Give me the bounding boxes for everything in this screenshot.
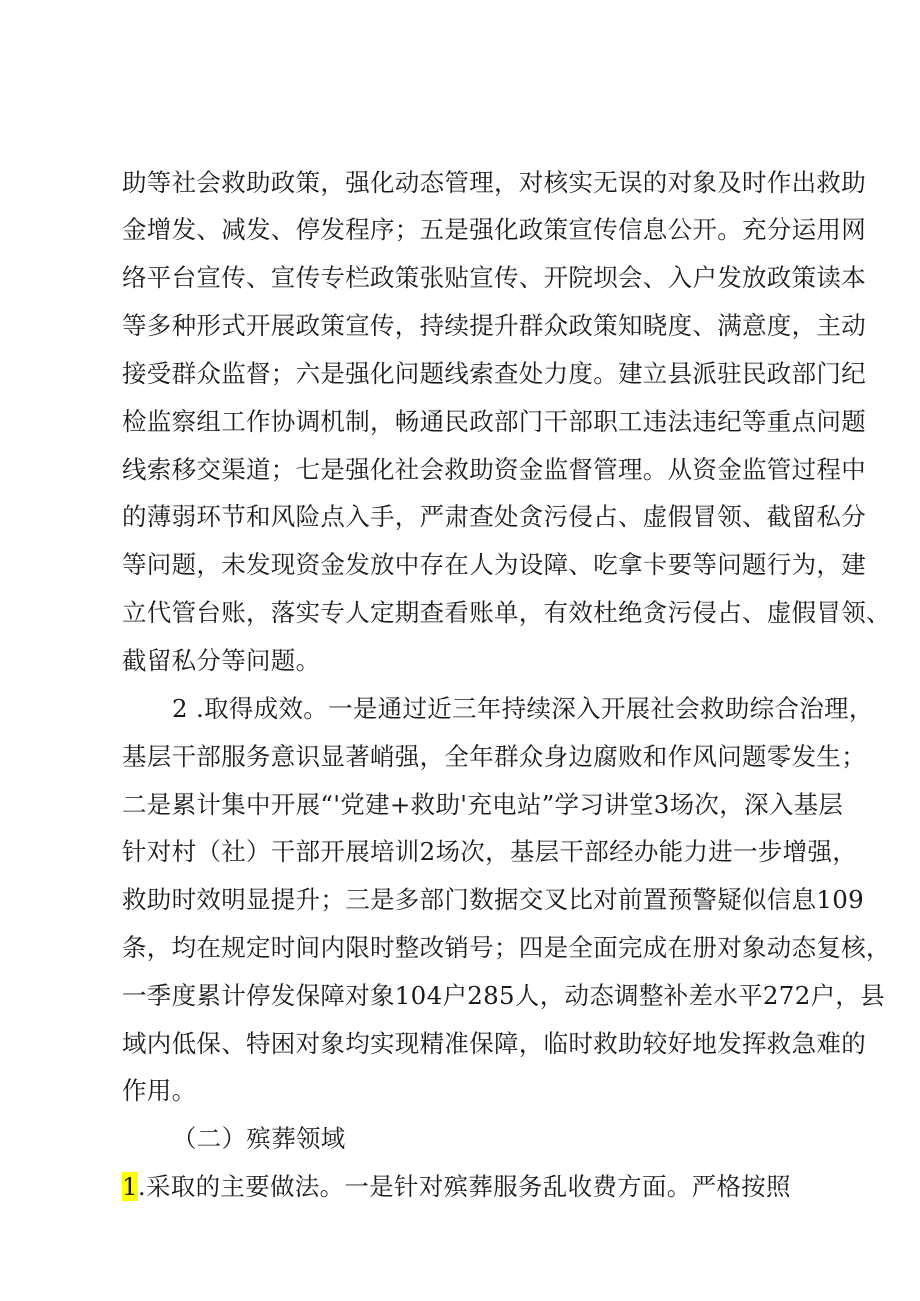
body-text-line: 线索移交渠道；七是强化社会救助资金监督管理。从资金监管过程中 bbox=[122, 455, 866, 484]
body-text-line: 救助时效明显提升；三是多部门数据交叉比对前置预警疑似信息109 bbox=[122, 885, 865, 914]
body-text-line bbox=[122, 1168, 812, 1206]
body-text-line: 络平台宣传、宣传专栏政策张贴宣传、开院坝会、入户发放政策读本 bbox=[122, 263, 866, 292]
body-text-line: 二是累计集中开展“'党建+救助'充电站”学习讲堂3场次，深入基层 bbox=[122, 790, 844, 819]
body-text-line: 一季度累计停发保障对象104户285人，动态调整补差水平272户，县 bbox=[122, 981, 885, 1010]
body-text-line: 立代管台账，落实专人定期查看账单，有效杜绝贪污侵占、虚假冒领、 bbox=[122, 598, 891, 627]
body-text-span: .采取的主要做法。一是针对殡葬服务乱收费方面。严格按照 bbox=[137, 1172, 791, 1201]
body-text-line: 作用。 bbox=[122, 1076, 197, 1105]
body-text-line: 基层干部服务意识显著峭强，全年群众身边腐败和作风问题零发生； bbox=[122, 742, 866, 771]
body-text-line: 2 .取得成效。一是通过近三年持续深入开展社会救助综合治理， bbox=[172, 694, 874, 723]
body-text-line: 针对村（社）干部开展培训2场次，基层干部经办能力进一步增强， bbox=[122, 837, 858, 866]
body-text-line: 条，均在规定时间内限时整改销号；四是全面完成在册对象动态复核， bbox=[122, 933, 891, 962]
highlighted-number: 1 bbox=[122, 1172, 138, 1201]
body-text-line: 接受群众监督；六是强化问题线索查处力度。建立县派驻民政部门纪 bbox=[122, 359, 866, 388]
body-text-line: 金增发、减发、停发程序；五是强化政策宣传信息公开。充分运用网 bbox=[122, 215, 866, 244]
body-text-line: 截留私分等问题。 bbox=[122, 646, 321, 675]
section-heading: （二）殡葬领域 bbox=[172, 1124, 346, 1153]
body-text-line: 助等社会救助政策，强化动态管理，对核实无误的对象及时作出救助 bbox=[122, 168, 866, 197]
body-text-line: 的薄弱环节和风险点入手，严肃查处贪污侵占、虚假冒领、截留私分 bbox=[122, 502, 866, 531]
body-text-line: 检监察组工作协调机制，畅通民政部门干部职工违法违纪等重点问题 bbox=[122, 407, 866, 436]
body-text-line: 域内低保、特困对象均实现精准保障，临时救助较好地发挥救急难的 bbox=[122, 1029, 866, 1058]
body-text-line: 等问题，未发现资金发放中存在人为设障、吃拿卡要等问题行为，建 bbox=[122, 550, 866, 579]
body-text-line: 等多种形式开展政策宣传，持续提升群众政策知晓度、满意度，主动 bbox=[122, 311, 866, 340]
